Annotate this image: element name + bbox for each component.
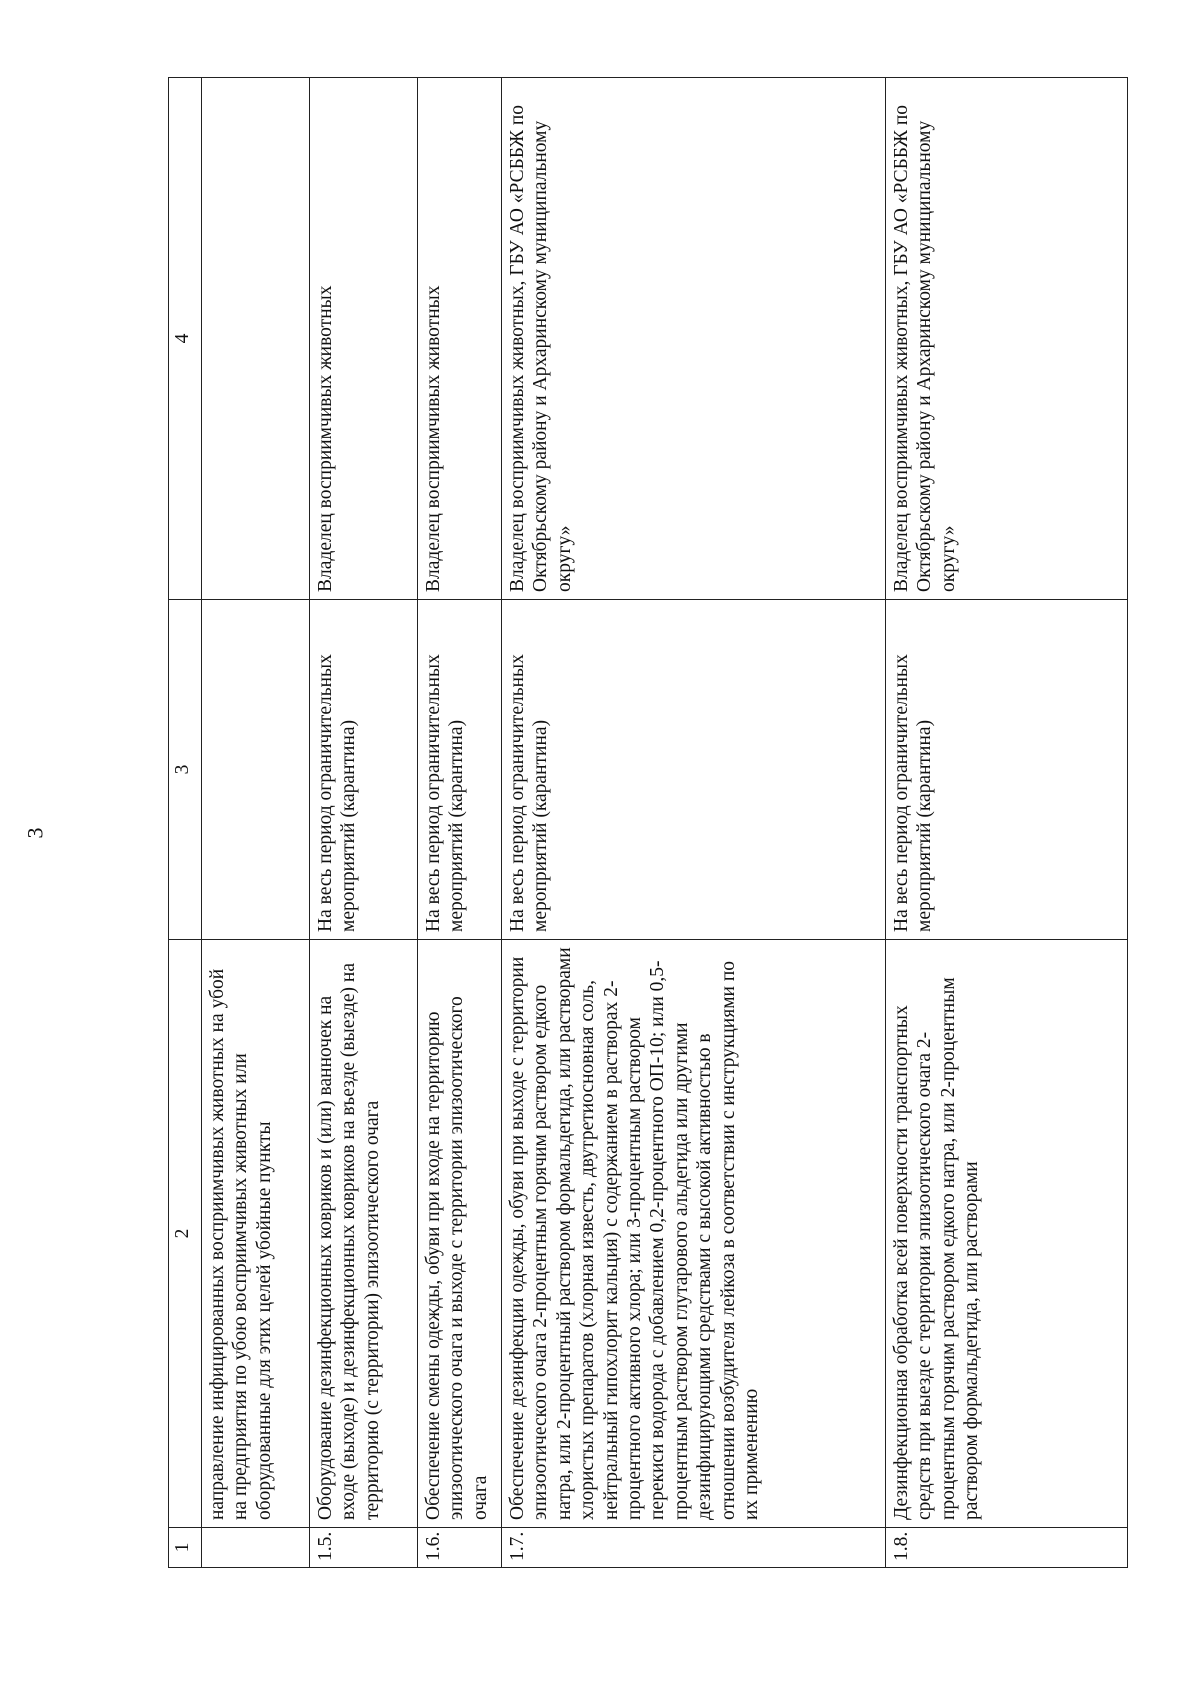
period-text	[202, 600, 310, 940]
responsible-text: Владелец восприимчивых животных	[310, 78, 418, 600]
table-row	[310, 78, 418, 1568]
period-text: На весь период ограничительных мероприятий (карантина)	[418, 600, 502, 940]
table-row	[886, 78, 1128, 1568]
period-text: На весь период ограничительных мероприятий (карантина)	[886, 600, 1128, 940]
measure-text: Обеспечение смены одежды, обуви при входе на территорию эпизоотического очага и выходе с территории эпизоотического очага	[418, 940, 502, 1528]
row-number: 1.8.	[886, 1528, 1128, 1568]
measure-text: Оборудование дезинфекционных ковриков и (или) ванночек на входе (выходе) и дезинфекционных ковриков на въезде (выезде) на территорию (с территории) эпизоотического очага	[310, 940, 418, 1528]
measures-table	[168, 77, 1128, 1568]
responsible-text: Владелец восприимчивых животных, ГБУ АО «РСББЖ по Октябрьскому району и Архаринскому муниципальному округу»	[502, 78, 886, 600]
period-text: На весь период ограничительных мероприятий (карантина)	[502, 600, 886, 940]
header-col-2: 2	[169, 940, 202, 1528]
measure-text: Обеспечение дезинфекции одежды, обуви при выходе с территории эпизоотического очага 2-процентным горячим раствором едкого натра, или 2-процентный раствором формальдегида, или растворами хлористых препаратов (хлорная известь, двутретиосновная соль, нейтральный гипохлорит кальция) с содержанием в растворах 2-процентного активного хлора; или 3-процентным раствором перекиси водорода с добавлением 0,2-процентного ОП-10; или 0,5-процентным раствором глутарового альдегида или другими дезинфицирующими средствами с высокой активностью в отношении возбудителя лейкоза в соответствии с инструкциями по их применению	[502, 940, 886, 1528]
responsible-text: Владелец восприимчивых животных, ГБУ АО «РСББЖ по Октябрьскому району и Архаринскому муниципальному округу»	[886, 78, 1128, 600]
table-row	[502, 78, 886, 1568]
measure-text: Дезинфекционная обработка всей поверхности транспортных средств при выезде с территории эпизоотического очага 2-процентным горячим раствором едкого натра, или 2-процентным раствором формальдегида, или растворами	[886, 940, 1128, 1528]
table-header-row	[169, 78, 202, 1568]
table-row	[202, 78, 310, 1568]
table-row	[418, 78, 502, 1568]
rotated-table-container	[168, 78, 1128, 1568]
header-col-4: 4	[169, 78, 202, 600]
row-number	[202, 1528, 310, 1568]
row-number: 1.6.	[418, 1528, 502, 1568]
header-col-3: 3	[169, 600, 202, 940]
row-number: 1.7.	[502, 1528, 886, 1568]
responsible-text: Владелец восприимчивых животных	[418, 78, 502, 600]
measure-text: направление инфицированных восприимчивых животных на убой на предприятия по убою восприимчивых животных или оборудованные для этих целей убойные пункты	[202, 940, 310, 1528]
header-col-1: 1	[169, 1528, 202, 1568]
period-text: На весь период ограничительных мероприятий (карантина)	[310, 600, 418, 940]
responsible-text	[202, 78, 310, 600]
row-number: 1.5.	[310, 1528, 418, 1568]
page-number: 3	[22, 827, 48, 839]
